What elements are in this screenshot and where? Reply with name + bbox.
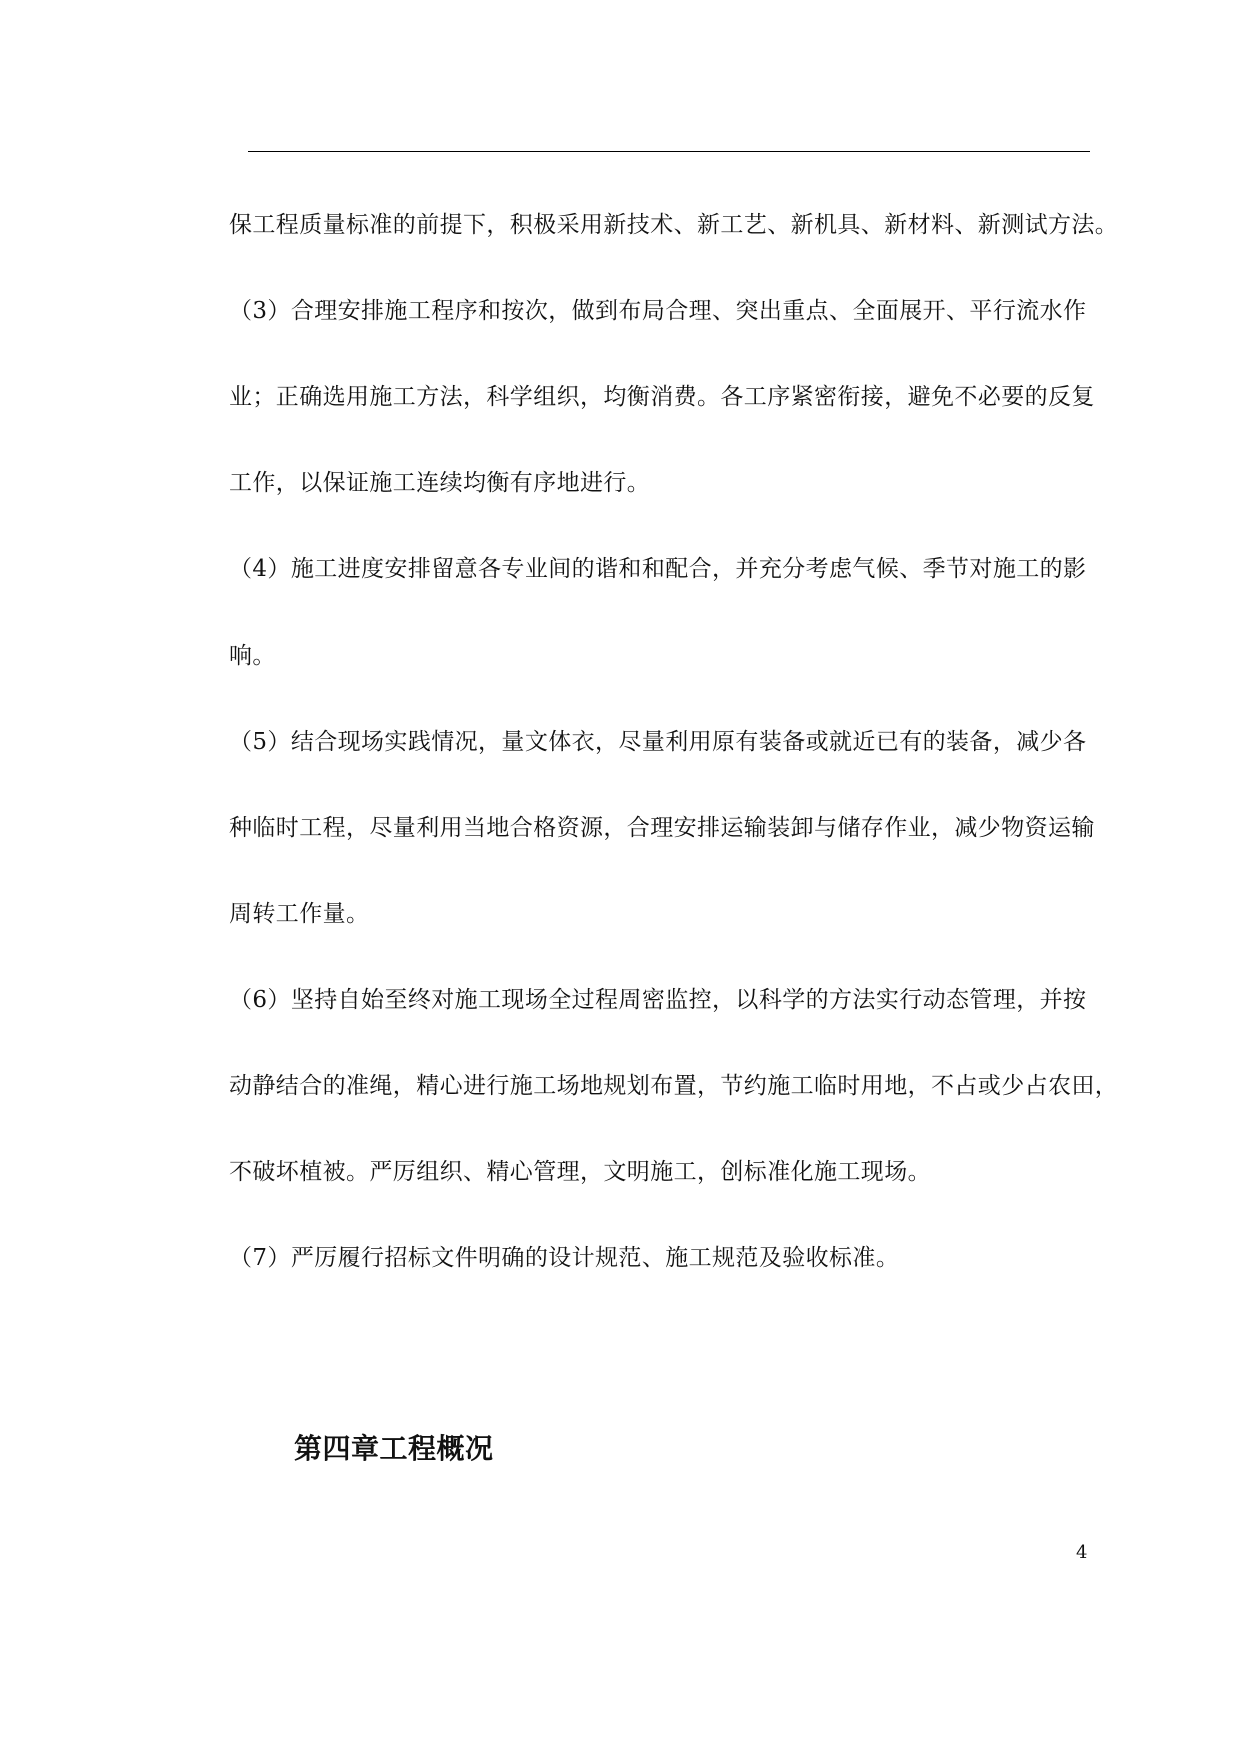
body-text-line: （7）严厉履行招标文件明确的设计规范、施工规范及验收标准。 bbox=[229, 1245, 900, 1271]
chapter-heading: 第四章工程概况 bbox=[294, 1432, 494, 1465]
body-text-line: （6）坚持自始至终对施工现场全过程周密监控，以科学的方法实行动态管理，并按 bbox=[229, 987, 1087, 1013]
body-text-line: （4）施工进度安排留意各专业间的谐和和配合，并充分考虑气候、季节对施工的影 bbox=[229, 556, 1087, 582]
body-text-line: 响。 bbox=[229, 643, 276, 669]
body-text-line: 周转工作量。 bbox=[229, 901, 370, 927]
page-number: 4 bbox=[1076, 1542, 1088, 1563]
body-text-line: 动静结合的准绳，精心进行施工场地规划布置，节约施工临时用地，不占或少占农田， bbox=[229, 1073, 1119, 1099]
body-text-line: 业；正确选用施工方法，科学组织，均衡消费。各工序紧密衔接，避免不必要的反复 bbox=[229, 384, 1095, 410]
body-text-line: （3）合理安排施工程序和按次，做到布局合理、突出重点、全面展开、平行流水作 bbox=[229, 298, 1087, 324]
body-text-line: 不破坏植被。严厉组织、精心管理，文明施工，创标准化施工现场。 bbox=[229, 1159, 931, 1185]
body-text-line: （5）结合现场实践情况，量文体衣，尽量利用原有装备或就近已有的装备，减少各 bbox=[229, 729, 1087, 755]
body-text-line: 种临时工程，尽量利用当地合格资源，合理安排运输装卸与储存作业，减少物资运输 bbox=[229, 815, 1095, 841]
body-text-line: 保工程质量标准的前提下，积极采用新技术、新工艺、新机具、新材料、新测试方法。 bbox=[229, 212, 1119, 238]
body-text-line: 工作，以保证施工连续均衡有序地进行。 bbox=[229, 470, 651, 496]
header-divider bbox=[248, 151, 1090, 152]
